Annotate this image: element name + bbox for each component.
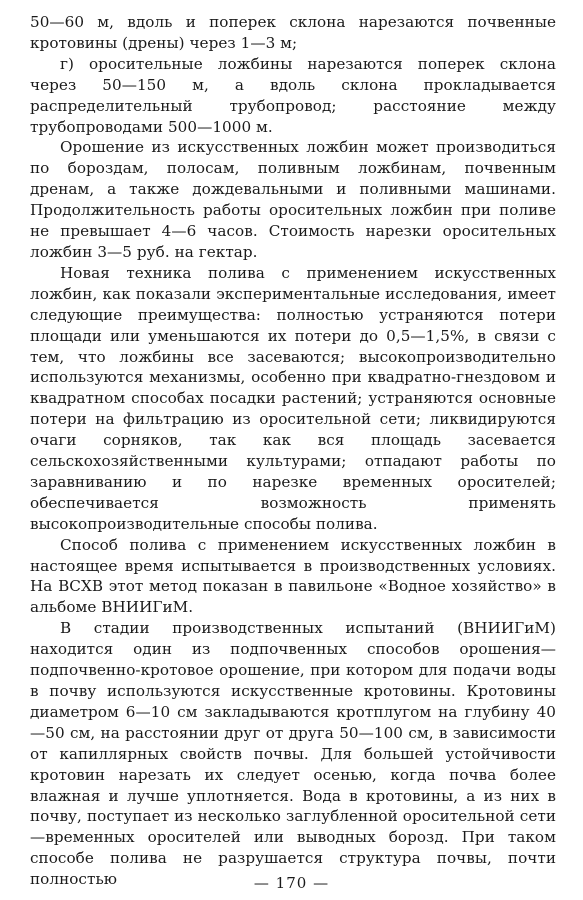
paragraph-advantages: Новая техника полива с применением искусственных ложбин, как показали экспериментальные исследования, имеет следующие преимущества: полностью устраняются потери площади или уменьшаются их потери до 0,5—1,5%, в связи с тем, что ложбины все засеваются; высокопроизводительно используются механизмы, особенно при квадратно-гнездовом и квадратном способах посадки растений; устраняются основные потери на фильтрацию из оросительной сети; ликвидируются очаги сорняков, так как вся площадь засевается сельскохозяйственными культурами; отпадают работы по заравниванию и по нарезке временных оросителей; обеспечивается возможность применять высокопроизводительные способы полива. — [30, 263, 556, 533]
book-page — [30, 12, 556, 888]
page-number: — 170 — — [253, 874, 330, 892]
paragraph-item-g: г) оросительные ложбины нарезаются поперек склона через 50—150 м, а вдоль склона прокладывается распределительный трубопровод; расстояние между трубопроводами 500—1000 м. — [30, 54, 556, 136]
paragraph-testing: Способ полива с применением искусственных ложбин в настоящее время испытывается в производственных условиях. На ВСХВ этот метод показан в павильоне «Водное хозяйство» в альбоме ВНИИГиМ. — [30, 535, 556, 617]
paragraph-subsoil-irrigation: В стадии производственных испытаний (ВНИИГиМ) находится один из подпочвенных способов орошения—подпочвенно-кротовое орошение, при котором для подачи воды в почву используются искусственные кротовины. Кротовины диаметром 6—10 см закладываются кротплугом на глубину 40—50 см, на расстоянии друг от друга 50—100 см, в зависимости от капиллярных свойств почвы. Для большей устойчивости кротовин нарезать их следует осенью, когда почва более влажная и лучше уплотняется. Вода в кротовины, а из них в почву, поступает из несколько заглубленной оросительной сети—временных оросителей или выводных борозд. При таком способе полива не разрушается структура почвы, почти полностью — [30, 619, 556, 889]
body-text — [30, 12, 556, 890]
paragraph-irrigation-methods: Орошение из искусственных ложбин может производиться по бороздам, полосам, поливным ложбинам, почвенным дренам, а также дождевальными и поливными машинами. Продолжительность работы оросительных ложбин при поливе не превышает 4—6 часов. Стоимость нарезки оросительных ложбин 3—5 руб. на гектар. — [30, 138, 556, 261]
paragraph-continuation: 50—60 м, вдоль и поперек склона нарезаются почвенные кротовины (дрены) через 1—3 м; — [30, 13, 556, 52]
